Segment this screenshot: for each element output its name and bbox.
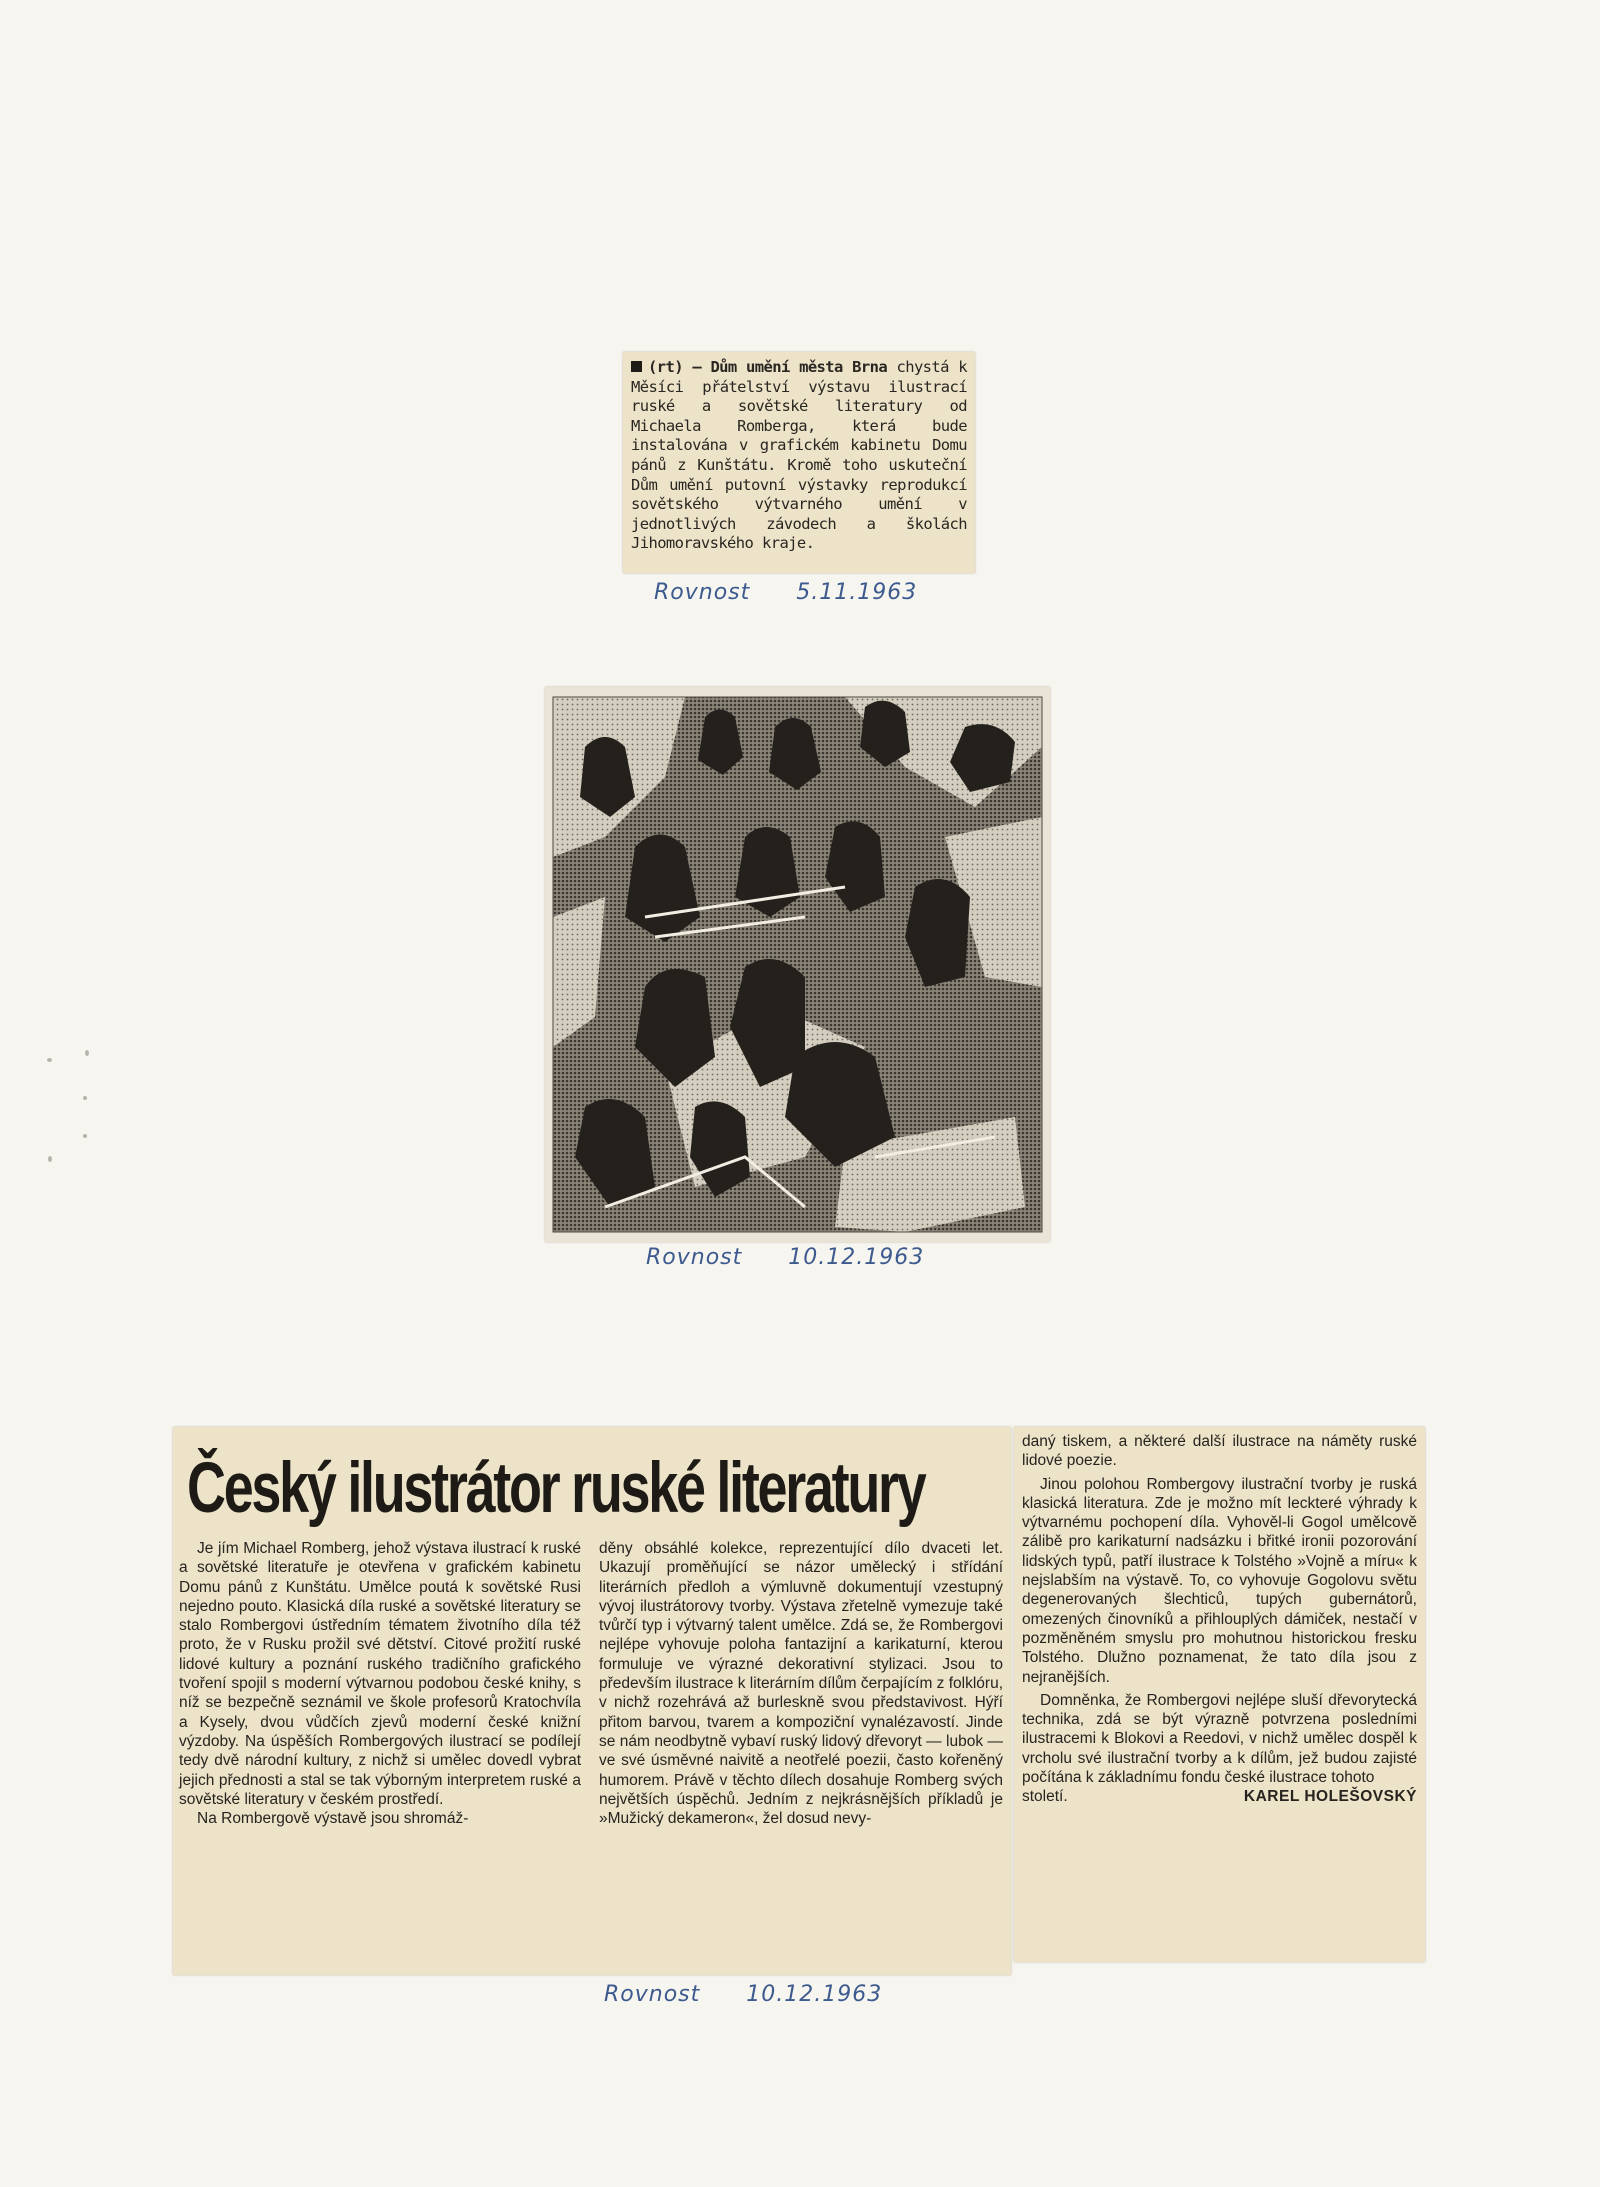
article-end-word: století. bbox=[1022, 1788, 1068, 1806]
note-source: Rovnost bbox=[646, 1245, 743, 1270]
note-date: 10.12.1963 bbox=[746, 1982, 883, 2007]
article-headline: Český ilustrátor ruské literatury bbox=[187, 1449, 925, 1528]
article-signoff bbox=[1022, 1787, 1417, 1806]
article-left-piece bbox=[173, 1427, 1011, 1975]
paper-speck bbox=[85, 1050, 89, 1056]
article-paragraph: Jinou polohou Rombergovy ilustrační tvorby je ruská klasická literatura. Zde je možno mít leckteré výhrady k výtvarnému pochopení díla. Vyhověl-li Gogol umělcově zálibě pro karikaturní nadsázku i břitké ironii pozorování lidských typů, patří ilustrace k Tolstého »Vojně a míru« k nejslabším na výstavě. To, co vyhovuje Gogolovu světu degenerovaných šlechticů, tupých gubernátorů, omezených činovníků a přihlouplých dámiček, nestačí v pozměněném smyslu pro mohutnou historickou fresku Tolstého. Dlužno poznamenat, že tato díla jsou z nejranějších. bbox=[1022, 1475, 1417, 1686]
handwritten-source-note bbox=[604, 1982, 882, 2007]
article-paragraph: Domněnka, že Rombergovi nejlépe sluší dřevorytecká technika, zdá se být výrazně potvrzena posledními ilustracemi k Blokovi a Reedovi, v nichž umělec dospěl k vrcholu své ilustrační tvorby a k dílům, jež budou zajisté počítána k základnímu fondu české ilustrace tohoto bbox=[1022, 1691, 1417, 1787]
article-byline: KAREL HOLEŠOVSKÝ bbox=[1243, 1788, 1417, 1806]
note-source: Rovnost bbox=[654, 580, 751, 605]
clipping-body: chystá k Měsíci přátelství výstavu ilustrací ruské a sovětské literatury od Michaela Romberga, která bude instalována v grafickém kabinetu Domu pánů z Kunštátu. Kromě toho uskuteční Dům umění putovní výstavky reprodukcí sovětského výtvarného umění v jednotlivých závodech a školách Jihomoravského kraje. bbox=[631, 358, 968, 553]
article-paragraph: děny obsáhlé kolekce, reprezentující dílo dvaceti let. Ukazují proměňující se názor umělecký i střídání literárních předloh a výmluvně dokumentují vzestupný vývoj ilustrátorovy tvorby. Výstava zřetelně vymezuje také tvůrčí typ i výtvarný talent umělce. Zdá se, že Rombergovi nejlépe vyhovuje poloha fantazijní a karikaturní, kterou formuluje ve výrazné dekorativní stylizaci. Jsou to především ilustrace k literárním dílům čerpajícím z folklóru, v nichž rozehrává až burleskně svou představivost. Hýří přitom barvou, tvarem a kompoziční vynalézavostí. Jinde se nám neodbytně vybaví ruský lidový dřevoryt — lubok — ve své úsměvné naivitě a neotřelé poezii, často kořeněný humorem. Právě v těchto dílech dosahuje Romberg svých největších úspěchů. Jedním z nejkrásnějších příkladů je »Mužický dekameron«, žel dosud nevy- bbox=[599, 1540, 1003, 1828]
article-paragraph: Je jím Michael Romberg, jehož výstava ilustrací k ruské a sovětské literatuře je otevřena v grafickém kabinetu Domu pánů z Kunštátu. Umělce poutá k sovětské Rusi nejedno pouto. Klasická díla ruské a sovětské literatury se stalo Rombergovi ústředním tématem životního díla též proto, že v Rusku prožil své dětství. Citové prožití ruské lidové kultury a poznání ruského tradičního grafického tvoření spojil s moderní výtvarnou podobou české knihy, s níž se bezpečně seznámil ve škole profesorů Kratochvíla a Kysely, dvou vůdčích zjevů moderní české knižní výzdoby. Na úspěších Rombergových ilustrací se podílejí tedy dvě národní kultury, z nichž si umělec dovedl vybrat jejich přednosti a stal se tak výborným interpretem ruské a sovětské literatury v českém prostředí. bbox=[179, 1540, 581, 1808]
bullet-square-icon bbox=[631, 361, 642, 372]
clipping-text bbox=[631, 358, 967, 554]
article-paragraph: daný tiskem, a některé další ilustrace na náměty ruské lidové poezie. bbox=[1022, 1433, 1417, 1470]
note-date: 10.12.1963 bbox=[788, 1245, 925, 1270]
article-column-1 bbox=[173, 1539, 587, 1828]
news-clipping-illustration bbox=[545, 687, 1050, 1242]
news-clipping-article bbox=[173, 1427, 1425, 1975]
article-paragraph: Na Rombergově výstavě jsou shromáž- bbox=[197, 1810, 469, 1828]
paper-speck bbox=[48, 1156, 52, 1162]
handwritten-source-note bbox=[646, 1245, 924, 1270]
handwritten-source-note bbox=[654, 580, 917, 605]
clipping-lead: (rt) — Dům umění města Brna bbox=[648, 358, 888, 376]
paper-speck bbox=[83, 1134, 87, 1138]
note-date: 5.11.1963 bbox=[796, 580, 918, 605]
news-clipping-short bbox=[623, 352, 975, 573]
article-right-piece bbox=[1014, 1427, 1425, 1962]
paper-speck bbox=[47, 1058, 52, 1062]
paper-speck bbox=[83, 1096, 87, 1100]
article-column-2 bbox=[593, 1539, 1009, 1828]
article-column-3 bbox=[1014, 1432, 1425, 1807]
woodcut-illustration bbox=[545, 687, 1050, 1242]
note-source: Rovnost bbox=[604, 1982, 701, 2007]
